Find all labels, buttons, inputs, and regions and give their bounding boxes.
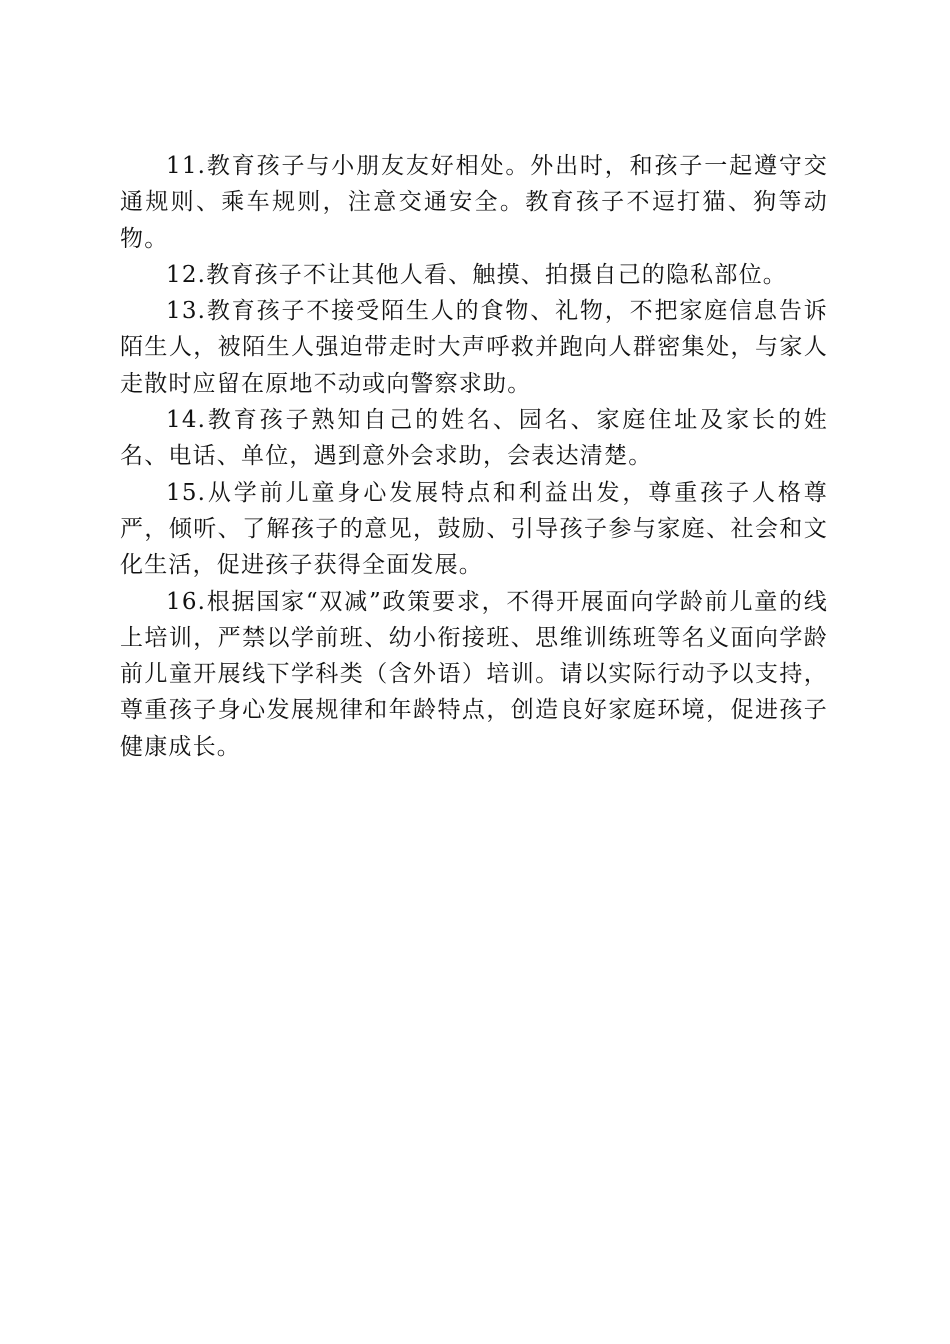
paragraph-15: 15.从学前儿童身心发展特点和利益出发，尊重孩子人格尊严，倾听、了解孩子的意见，鼓励、引导孩子参与家庭、社会和文化生活，促进孩子获得全面发展。 [120, 479, 828, 579]
document-body [120, 148, 828, 765]
paragraph-14: 14.教育孩子熟知自己的姓名、园名、家庭住址及家长的姓名、电话、单位，遇到意外会求助，会表达清楚。 [120, 407, 828, 470]
paragraph-11: 11.教育孩子与小朋友友好相处。外出时，和孩子一起遵守交通规则、乘车规则，注意交通安全。教育孩子不逗打猫、狗等动物。 [120, 153, 828, 252]
paragraph-16: 16.根据国家“双减”政策要求，不得开展面向学龄前儿童的线上培训，严禁以学前班、幼小衔接班、思维训练班等名义面向学龄前儿童开展线下学科类（含外语）培训。请以实际行动予以支持，尊重孩子身心发展规律和年龄特点，创造良好家庭环境，促进孩子健康成长。 [120, 588, 828, 760]
paragraph-12: 12.教育孩子不让其他人看、触摸、拍摄自己的隐私部位。 [166, 261, 787, 288]
paragraph-13: 13.教育孩子不接受陌生人的食物、礼物，不把家庭信息告诉陌生人，被陌生人强迫带走时大声呼救并跑向人群密集处，与家人走散时应留在原地不动或向警察求助。 [120, 298, 828, 397]
